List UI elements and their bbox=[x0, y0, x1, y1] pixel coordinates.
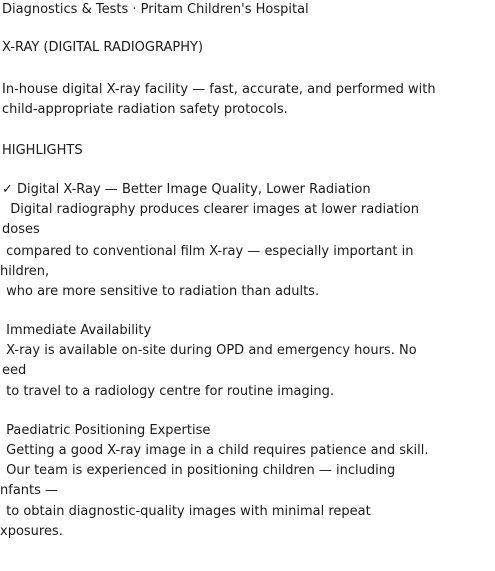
highlight-line: Getting a good X-ray image in a child requires patience and skill. bbox=[2, 443, 429, 458]
breadcrumb: Diagnostics & Tests · Pritam Children's Hospital bbox=[2, 2, 309, 17]
highlight-line: Digital radiography produces clearer images at lower radiation bbox=[2, 202, 419, 217]
highlight-line: eed bbox=[2, 363, 27, 378]
highlight-line: doses bbox=[2, 222, 40, 237]
highlight-line: to obtain diagnostic-quality images with minimal repeat bbox=[2, 504, 371, 519]
highlight-line: to travel to a radiology centre for routine imaging. bbox=[2, 384, 334, 399]
highlight-line: X-ray is available on-site during OPD and emergency hours. No bbox=[2, 343, 417, 358]
highlight-line: xposures. bbox=[0, 524, 63, 539]
highlight-line: compared to conventional film X-ray — especially important in bbox=[2, 244, 414, 259]
highlight-title: ✓ Digital X-Ray — Better Image Quality, Lower Radiation bbox=[2, 182, 371, 197]
highlight-title: Immediate Availability bbox=[2, 323, 152, 338]
page-title: X-RAY (DIGITAL RADIOGRAPHY) bbox=[2, 40, 204, 55]
intro-line: In-house digital X-ray facility — fast, accurate, and performed with bbox=[2, 82, 436, 97]
highlight-line: hildren, bbox=[0, 264, 50, 279]
highlight-line: Our team is experienced in positioning children — including bbox=[2, 463, 396, 478]
highlight-line: who are more sensitive to radiation than adults. bbox=[2, 284, 320, 299]
section-heading: HIGHLIGHTS bbox=[2, 143, 83, 158]
intro-line: child-appropriate radiation safety protocols. bbox=[2, 102, 288, 117]
highlight-title: Paediatric Positioning Expertise bbox=[2, 423, 211, 438]
highlight-line: nfants — bbox=[0, 483, 59, 498]
